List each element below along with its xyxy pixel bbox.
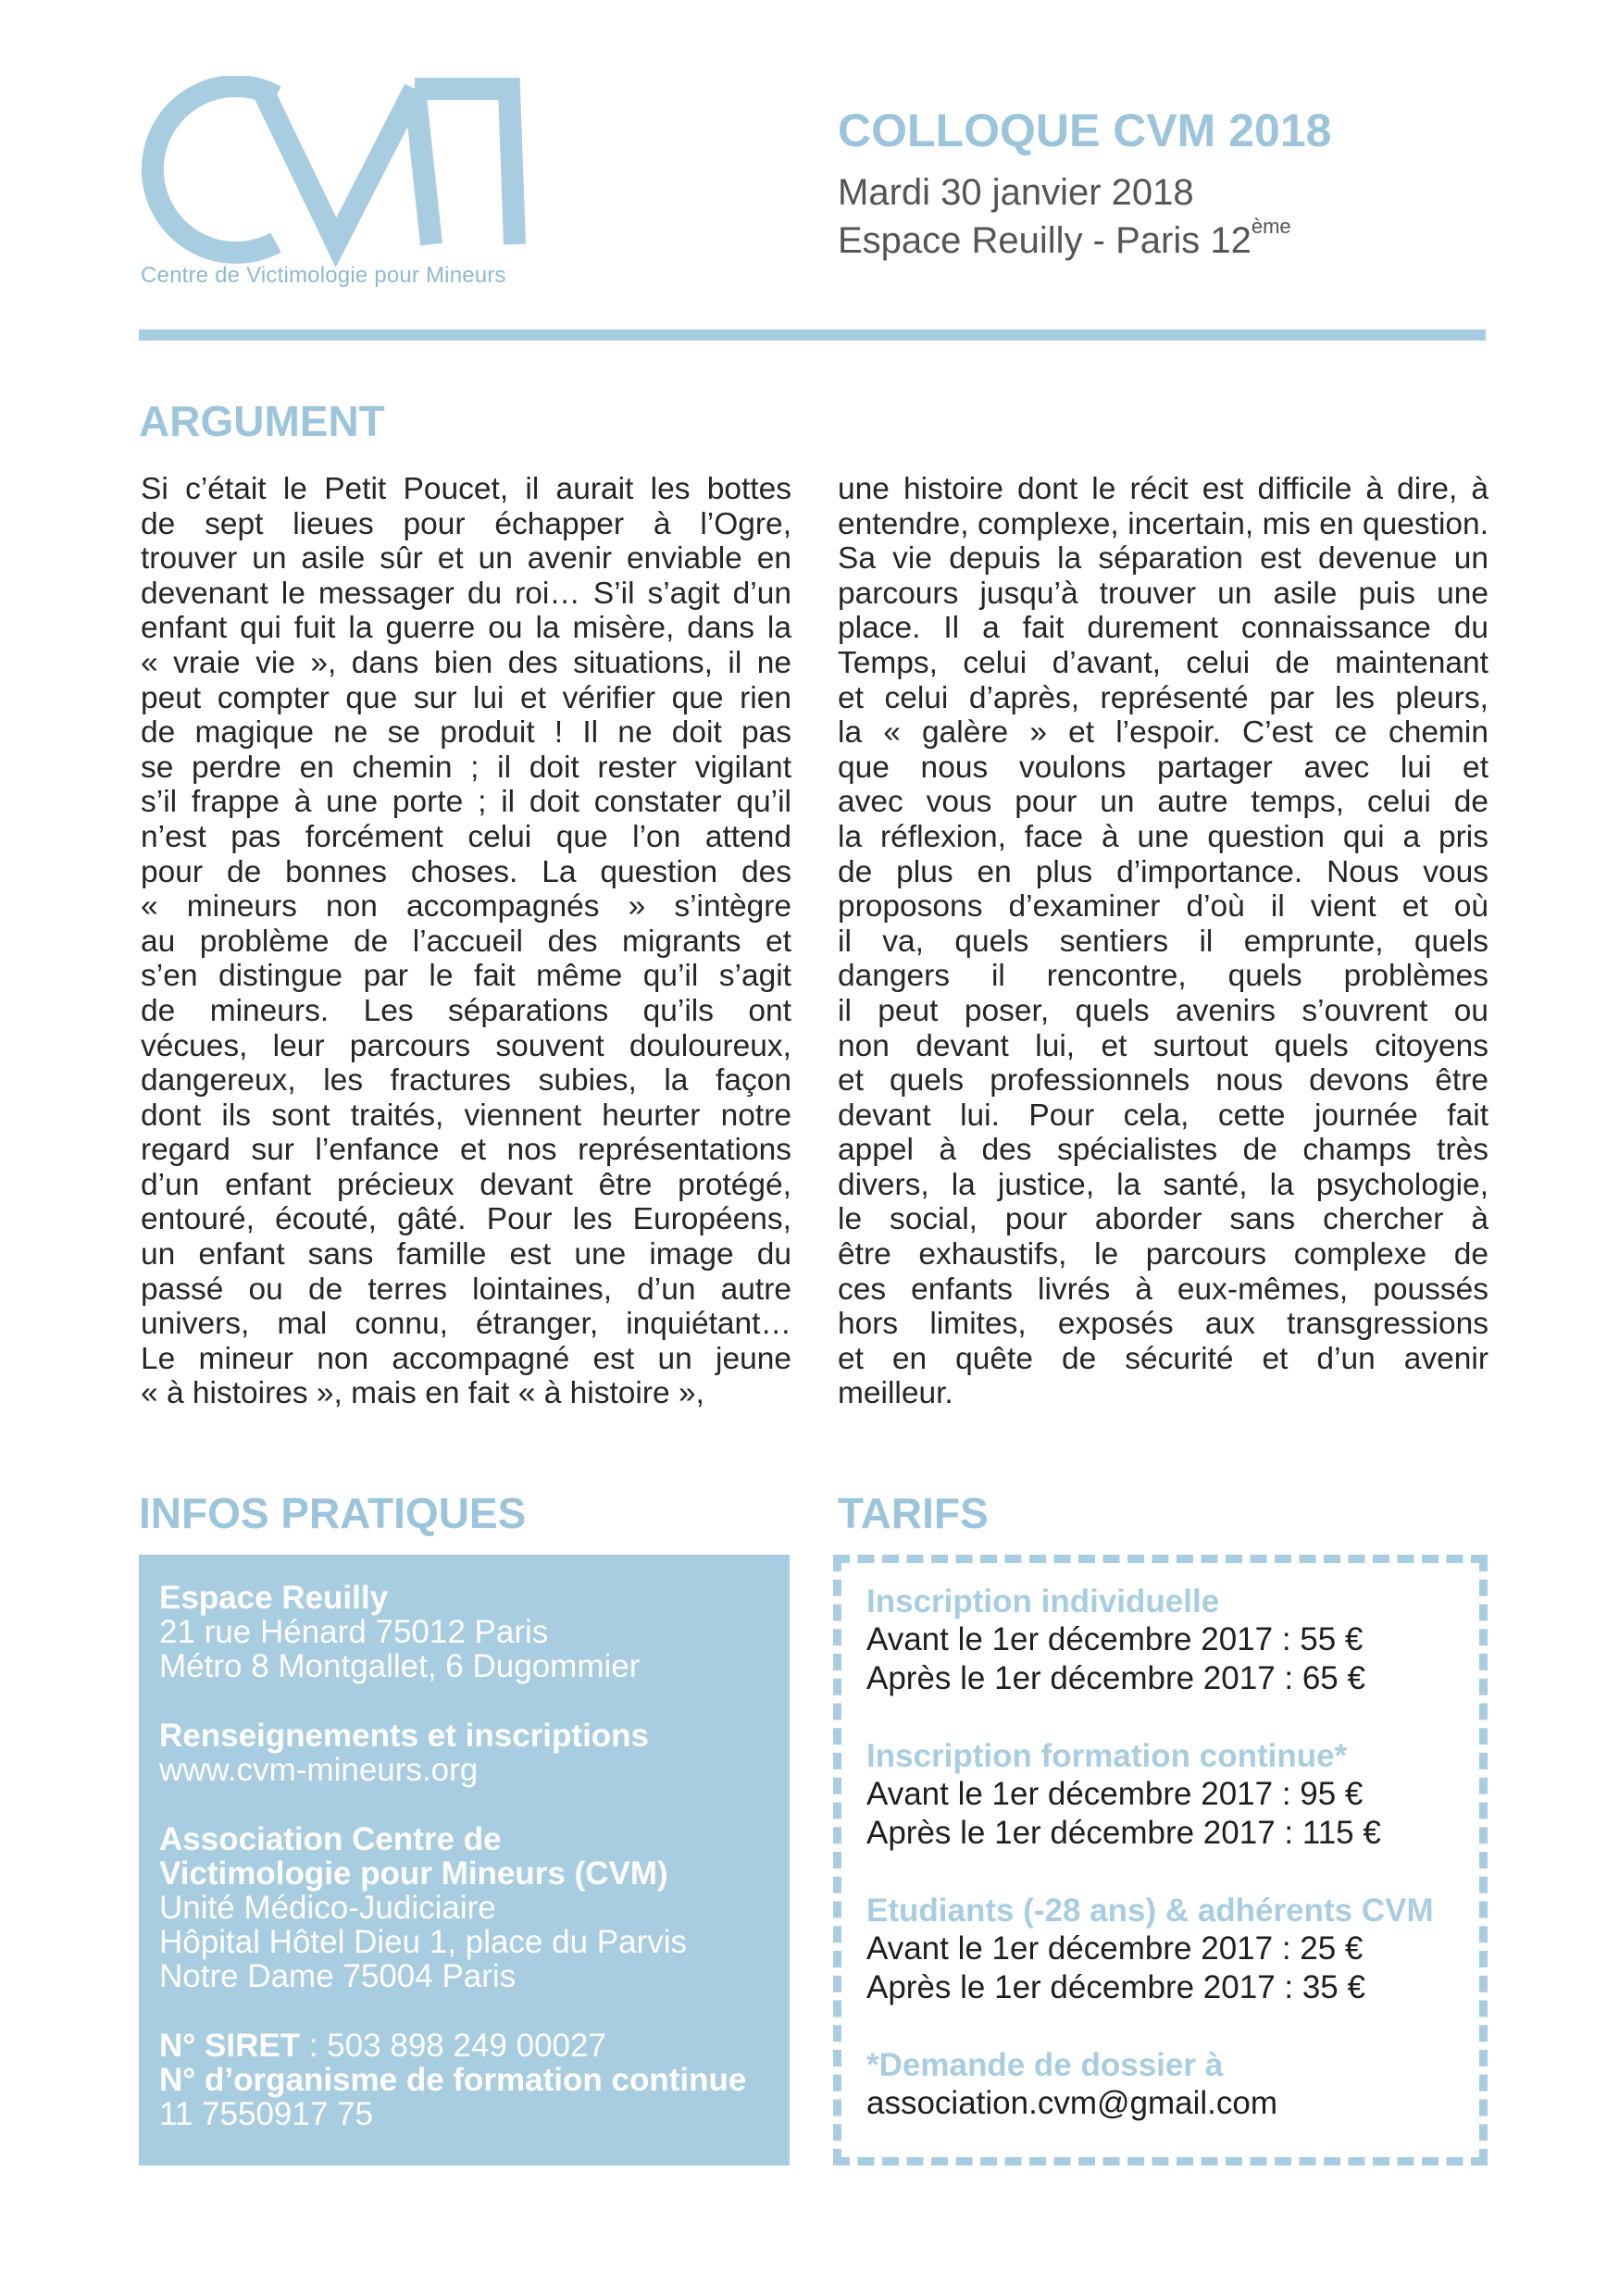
argument-line: s’en distingue par le fait même qu’il s’agit [141, 959, 791, 994]
argument-line: il va, quels sentiers il emprunte, quels [838, 924, 1488, 959]
argument-line: et quels professionnels nous devons être [838, 1063, 1488, 1098]
argument-line: de mineurs. Les séparations qu’ils ont [141, 993, 791, 1028]
tarifs-heading: TARIFS [838, 1489, 989, 1537]
contact-url[interactable]: www.cvm-mineurs.org [159, 1752, 479, 1788]
infos-heading: INFOS PRATIQUES [139, 1489, 527, 1537]
argument-line: divers, la justice, la santé, la psychologie, [838, 1167, 1488, 1202]
argument-line: regard sur l’enfance et nos représentations [141, 1133, 791, 1168]
argument-line: Si c’était le Petit Poucet, il aurait les bottes [141, 472, 791, 506]
training-label: N° d’organisme de formation continue [159, 2062, 747, 2098]
argument-line: Temps, celui d’avant, celui de maintenant [838, 645, 1488, 680]
argument-line: meilleur. [838, 1376, 953, 1411]
logo-subtitle: Centre de Victimologie pour Mineurs [141, 263, 506, 288]
argument-line: parcours jusqu’à trouver un asile puis une [838, 576, 1488, 611]
argument-line: de sept lieues pour échapper à l’Ogre, [141, 506, 791, 541]
training-value: 11 7550917 75 [159, 2096, 373, 2132]
header-divider [139, 329, 1486, 341]
tarif-before: Avant le 1er décembre 2017 : 25 € [866, 1930, 1364, 1967]
argument-line: et en quête de sécurité et d’un avenir [838, 1341, 1488, 1376]
event-place [838, 215, 1291, 262]
argument-line: pour de bonnes choses. La question des [141, 854, 791, 889]
argument-line: être exhaustifs, le parcours complexe de [838, 1237, 1488, 1272]
argument-line: univers, mal connu, étranger, inquiétant… [141, 1307, 791, 1342]
argument-line: dangers il rencontre, quels problèmes [838, 959, 1488, 994]
event-place-sup: ème [1251, 215, 1291, 238]
argument-line: entendre, complexe, incertain, mis en question. [838, 506, 1488, 541]
argument-left-column [141, 472, 791, 1411]
dossier-heading: *Demande de dossier à [866, 2047, 1224, 2083]
argument-line: la « galère » et l’espoir. C’est ce chemin [838, 715, 1488, 751]
venue-metro: Métro 8 Montgallet, 6 Dugommier [159, 1648, 641, 1684]
tarifs-box [833, 1555, 1488, 2166]
argument-line: de magique ne se produit ! Il ne doit pas [141, 715, 791, 751]
argument-line: passé ou de terres lointaines, d’un autre [141, 1272, 791, 1307]
argument-line: au problème de l’accueil des migrants et [141, 924, 791, 959]
argument-line: non devant lui, et surtout quels citoyens [838, 1028, 1488, 1063]
argument-line: peut compter que sur lui et vérifier que rien [141, 680, 791, 715]
siret-line [159, 2029, 790, 2063]
association-heading-2: Victimologie pour Mineurs (CVM) [159, 1855, 668, 1892]
argument-line: il peut poser, quels avenirs s’ouvrent ou [838, 993, 1488, 1028]
argument-line: dont ils sont traités, viennent heurter notre [141, 1098, 791, 1133]
argument-line: vécues, leur parcours souvent douloureux, [141, 1028, 791, 1063]
venue-address: 21 rue Hénard 75012 Paris [159, 1614, 549, 1650]
venue-name: Espace Reuilly [159, 1580, 389, 1616]
argument-line: ces enfants livrés à eux-mêmes, poussés [838, 1272, 1488, 1307]
argument-line: le social, pour aborder sans chercher à [838, 1202, 1488, 1237]
argument-line: avec vous pour un autre temps, celui de [838, 785, 1488, 820]
argument-line: proposons d’examiner d’où il vient et où [838, 889, 1488, 925]
argument-line: « vraie vie », dans bien des situations, il ne [141, 645, 791, 680]
contact-heading: Renseignements et inscriptions [159, 1718, 650, 1754]
tarif-before: Avant le 1er décembre 2017 : 95 € [866, 1776, 1364, 1812]
argument-line: de plus en plus d’importance. Nous vous [838, 854, 1488, 889]
argument-line: devenant le messager du roi… S’il s’agit d’un [141, 576, 791, 611]
argument-line: devant lui. Pour cela, cette journée fait [838, 1098, 1488, 1133]
argument-line: Le mineur non accompagné est un jeune [141, 1341, 791, 1376]
dossier-email[interactable]: association.cvm@gmail.com [866, 2085, 1277, 2121]
association-line-1: Unité Médico-Judiciaire [159, 1890, 496, 1926]
siret-label: N° SIRET [159, 2028, 301, 2064]
argument-line: la réflexion, face à une question qui a pris [838, 819, 1488, 854]
siret-value: : 503 898 249 00027 [300, 2028, 606, 2064]
argument-line: n’est pas forcément celui que l’on attend [141, 819, 791, 854]
argument-line: « à histoires », mais en fait « à histoire », [141, 1376, 704, 1411]
argument-line: place. Il a fait durement connaissance du [838, 611, 1488, 646]
argument-line: entouré, écouté, gâté. Pour les Européens, [141, 1202, 791, 1237]
argument-line: Sa vie depuis la séparation est devenue un [838, 541, 1488, 577]
association-line-2: Hôpital Hôtel Dieu 1, place du Parvis [159, 1924, 688, 1960]
argument-line: enfant qui fuit la guerre ou la misère, dans la [141, 611, 791, 646]
tarif-before: Avant le 1er décembre 2017 : 55 € [866, 1621, 1364, 1657]
argument-line: d’un enfant précieux devant être protégé, [141, 1167, 791, 1202]
argument-line: une histoire dont le récit est difficile à dire, à [838, 472, 1488, 506]
argument-line: que nous voulons partager avec lui et [838, 750, 1488, 785]
argument-right-column [838, 472, 1488, 1411]
argument-line: se perdre en chemin ; il doit rester vigilant [141, 750, 791, 785]
event-date: Mardi 30 janvier 2018 [838, 172, 1194, 213]
infos-box [139, 1555, 790, 2166]
tarif-group-heading: Inscription formation continue* [866, 1738, 1348, 1774]
argument-line: « mineurs non accompagnés » s’intègre [141, 889, 791, 925]
argument-heading: ARGUMENT [139, 397, 385, 445]
event-title: COLLOQUE CVM 2018 [838, 105, 1332, 156]
argument-line: s’il frappe à une porte ; il doit constater qu’il [141, 785, 791, 820]
event-place-text: Espace Reuilly - Paris 12 [838, 220, 1252, 261]
argument-line: trouver un asile sûr et un avenir enviable en [141, 541, 791, 577]
tarif-after: Après le 1er décembre 2017 : 115 € [866, 1815, 1381, 1851]
argument-line: appel à des spécialistes de champs très [838, 1133, 1488, 1168]
argument-line: dangereux, les fractures subies, la façon [141, 1063, 791, 1098]
association-heading-1: Association Centre de [159, 1821, 502, 1857]
tarif-group-heading: Etudiants (-28 ans) & adhérents CVM [866, 1893, 1434, 1929]
argument-line: un enfant sans famille est une image du [141, 1237, 791, 1272]
argument-line: et celui d’après, représenté par les pleurs, [838, 680, 1488, 715]
tarif-after: Après le 1er décembre 2017 : 65 € [866, 1660, 1365, 1696]
argument-line: hors limites, exposés aux transgressions [838, 1307, 1488, 1342]
tarif-group-heading: Inscription individuelle [866, 1583, 1220, 1620]
association-line-3: Notre Dame 75004 Paris [159, 1958, 517, 1994]
tarif-after: Après le 1er décembre 2017 : 35 € [866, 1969, 1365, 2005]
